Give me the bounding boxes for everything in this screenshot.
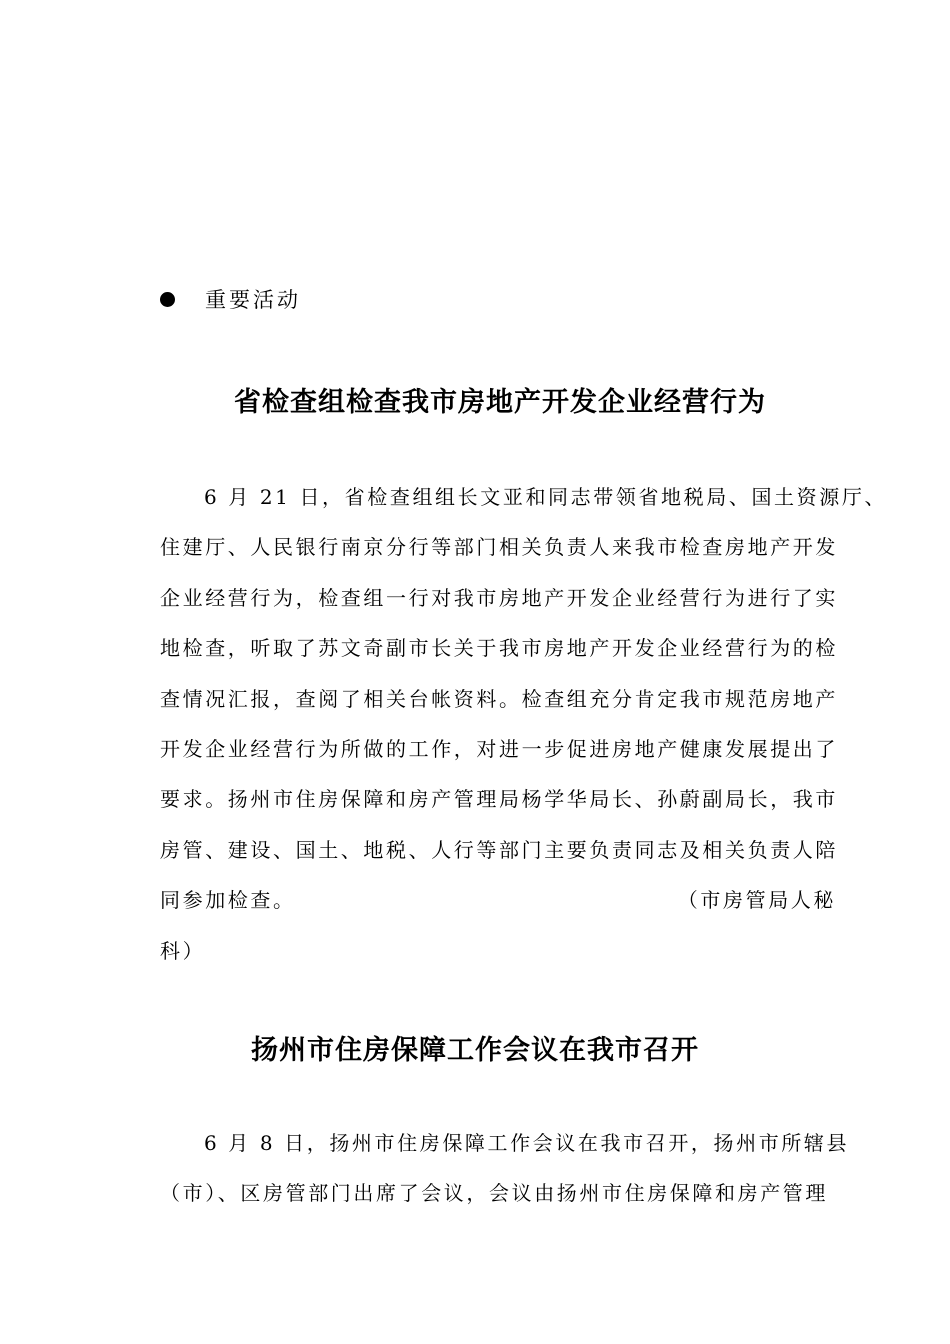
article-title: 扬州市住房保障工作会议在我市召开: [251, 1035, 699, 1066]
paragraph-line: 房管、建设、国土、地税、人行等部门主要负责同志及相关负责人陪: [160, 837, 838, 862]
paragraph-line: 住建厅、人民银行南京分行等部门相关负责人来我市检查房地产开发: [160, 535, 838, 560]
source-attribution: （市房管局人秘: [677, 888, 836, 913]
paragraph-last-text: 同参加检查。: [160, 888, 296, 913]
paragraph-line: 开发企业经营行为所做的工作，对进一步促进房地产健康发展提出了: [160, 736, 838, 761]
section-heading: [160, 282, 301, 316]
paragraph-line: 6 月 21 日，省检查组组长文亚和同志带领省地税局、国土资源厅、: [204, 485, 888, 509]
paragraph-line: 查情况汇报，查阅了相关台帐资料。检查组充分肯定我市规范房地产: [160, 686, 838, 711]
paragraph-line: [160, 875, 836, 925]
section-label: 重要活动: [205, 288, 301, 312]
article-title: 省检查组检查我市房地产开发企业经营行为: [234, 387, 766, 418]
paragraph-line: 企业经营行为，检查组一行对我市房地产开发企业经营行为进行了实: [160, 585, 838, 610]
paragraph-line: 要求。扬州市住房保障和房产管理局杨学华局长、孙蔚副局长，我市: [160, 787, 838, 812]
source-attribution-continued: 科）: [160, 938, 206, 963]
article-body: [160, 472, 888, 976]
bullet-icon: [160, 292, 175, 307]
paragraph-line: 地检查，听取了苏文奇副市长关于我市房地产开发企业经营行为的检: [160, 636, 838, 661]
paragraph-line: （市）、区房管部门出席了会议，会议由扬州市住房保障和房产管理: [160, 1181, 828, 1206]
paragraph-line: 6 月 8 日，扬州市住房保障工作会议在我市召开，扬州市所辖县: [204, 1131, 850, 1155]
article-body: [160, 1118, 850, 1219]
